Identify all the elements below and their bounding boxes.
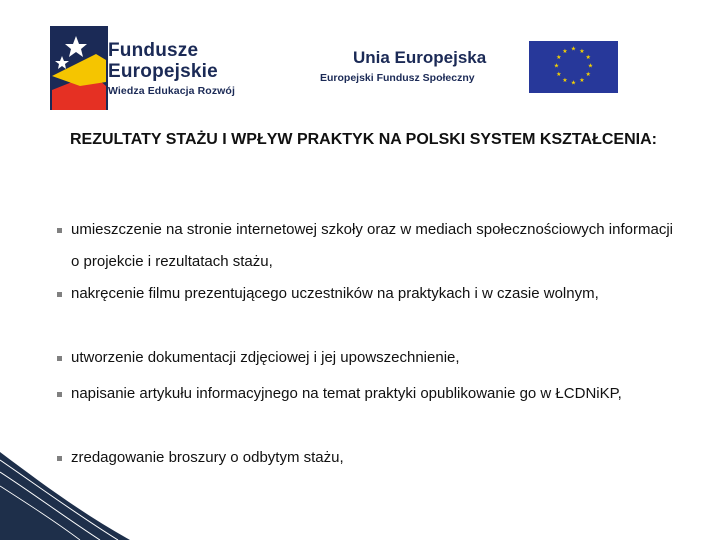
bullet-marker	[57, 392, 62, 397]
svg-text:★: ★	[562, 47, 568, 55]
bullet-item-5: zredagowanie broszury o odbytym stażu,	[71, 449, 344, 466]
europejskie-word: Europejskie	[108, 61, 218, 82]
bullet-item-4: napisanie artykułu informacyjnego na temat praktyki opublikowanie go w ŁCDNiKP,	[71, 385, 622, 402]
svg-text:★: ★	[579, 47, 585, 55]
bullet-item-2: nakręcenie filmu prezentującego uczestników na praktykach i w czasie wolnym,	[71, 285, 599, 302]
svg-text:★: ★	[570, 79, 577, 87]
svg-text:★: ★	[579, 77, 585, 85]
svg-text:★: ★	[556, 54, 562, 61]
corner-decoration	[0, 452, 130, 540]
svg-text:★: ★	[587, 62, 594, 70]
bullet-marker	[57, 228, 62, 233]
efs-subtitle: Europejski Fundusz Społeczny	[320, 72, 475, 84]
bullet-item-1: umieszczenie na stronie internetowej szkoły oraz w mediach społecznościowych informacji o projekcie i rezultatach stażu,	[71, 221, 673, 270]
eu-flag-icon	[529, 41, 618, 93]
fundusze-europejskie-emblem-icon	[50, 26, 110, 110]
bullet-marker	[57, 292, 62, 297]
unia-europejska-title: Unia Europejska	[353, 48, 487, 67]
svg-text:★: ★	[562, 77, 568, 85]
svg-text:★: ★	[556, 71, 562, 78]
fundusze-word: Fundusze	[108, 40, 199, 61]
svg-text:★: ★	[585, 54, 591, 61]
slide-title: REZULTATY STAŻU I WPŁYW PRAKTYK NA POLSKI SYSTEM KSZTAŁCENIA:	[70, 131, 657, 148]
logo-bar	[0, 0, 720, 120]
svg-text:★: ★	[585, 71, 591, 78]
fundusze-europejskie-logo	[50, 26, 295, 110]
svg-text:★: ★	[570, 45, 577, 53]
svg-text:★: ★	[553, 62, 560, 70]
bullet-marker	[57, 356, 62, 361]
fundusze-tagline: Wiedza Edukacja Rozwój	[108, 85, 235, 97]
bullet-item-3: utworzenie dokumentacji zdjęciowej i jej upowszechnienie,	[71, 349, 460, 366]
unia-europejska-text	[320, 48, 486, 84]
